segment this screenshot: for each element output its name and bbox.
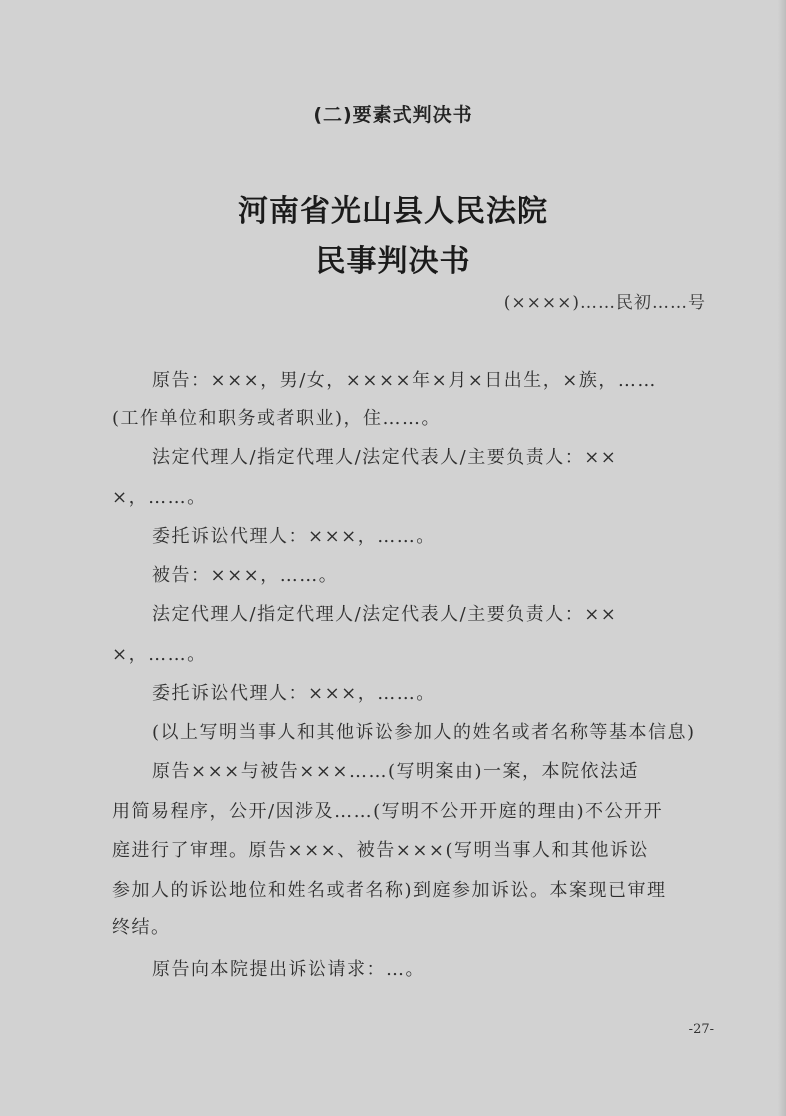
- body-line-claims: 原告向本院提出诉讼请求：…。: [152, 959, 425, 980]
- body-line-plaintiff: 原告：×××，男/女，××××年×月×日出生，×族，……: [152, 370, 657, 391]
- body-line-plaintiff-representative: 法定代理人/指定代理人/法定代表人/主要负责人：××: [152, 447, 618, 468]
- court-name: 河南省光山县人民法院: [238, 194, 548, 229]
- body-line-parties-note: (以上写明当事人和其他诉讼参加人的姓名或者名称等基本信息): [152, 722, 696, 743]
- case-number: (××××)……民初……号: [503, 293, 706, 313]
- document-type-title: 民事判决书: [315, 244, 471, 279]
- scan-edge-shadow: [778, 0, 786, 1116]
- body-line-plaintiff-agent: 委托诉讼代理人：×××，……。: [152, 526, 436, 547]
- body-line-case-summary-2: 用简易程序，公开/因涉及……(写明不公开开庭的理由)不公开开: [112, 801, 664, 822]
- body-line-case-summary-5: 终结。: [112, 917, 171, 938]
- body-line-case-summary-4: 参加人的诉讼地位和姓名或者名称)到庭参加诉讼。本案现已审理: [112, 880, 667, 901]
- page-number: -27-: [688, 1022, 714, 1037]
- body-line-defendant-agent: 委托诉讼代理人：×××，……。: [152, 683, 436, 704]
- body-line-defendant-representative-cont: ×，……。: [112, 644, 207, 665]
- body-line-defendant-representative: 法定代理人/指定代理人/法定代表人/主要负责人：××: [152, 604, 618, 625]
- body-line-case-summary: 原告×××与被告×××……(写明案由)一案，本院依法适: [152, 761, 640, 782]
- body-line-case-summary-3: 庭进行了审理。原告×××、被告×××(写明当事人和其他诉讼: [112, 840, 650, 861]
- body-line-plaintiff-representative-cont: ×，……。: [112, 487, 207, 508]
- body-line-plaintiff-cont: (工作单位和职务或者职业)，住……。: [112, 408, 442, 429]
- body-line-defendant: 被告：×××，……。: [152, 565, 339, 586]
- section-heading: (二)要素式判决书: [313, 104, 473, 126]
